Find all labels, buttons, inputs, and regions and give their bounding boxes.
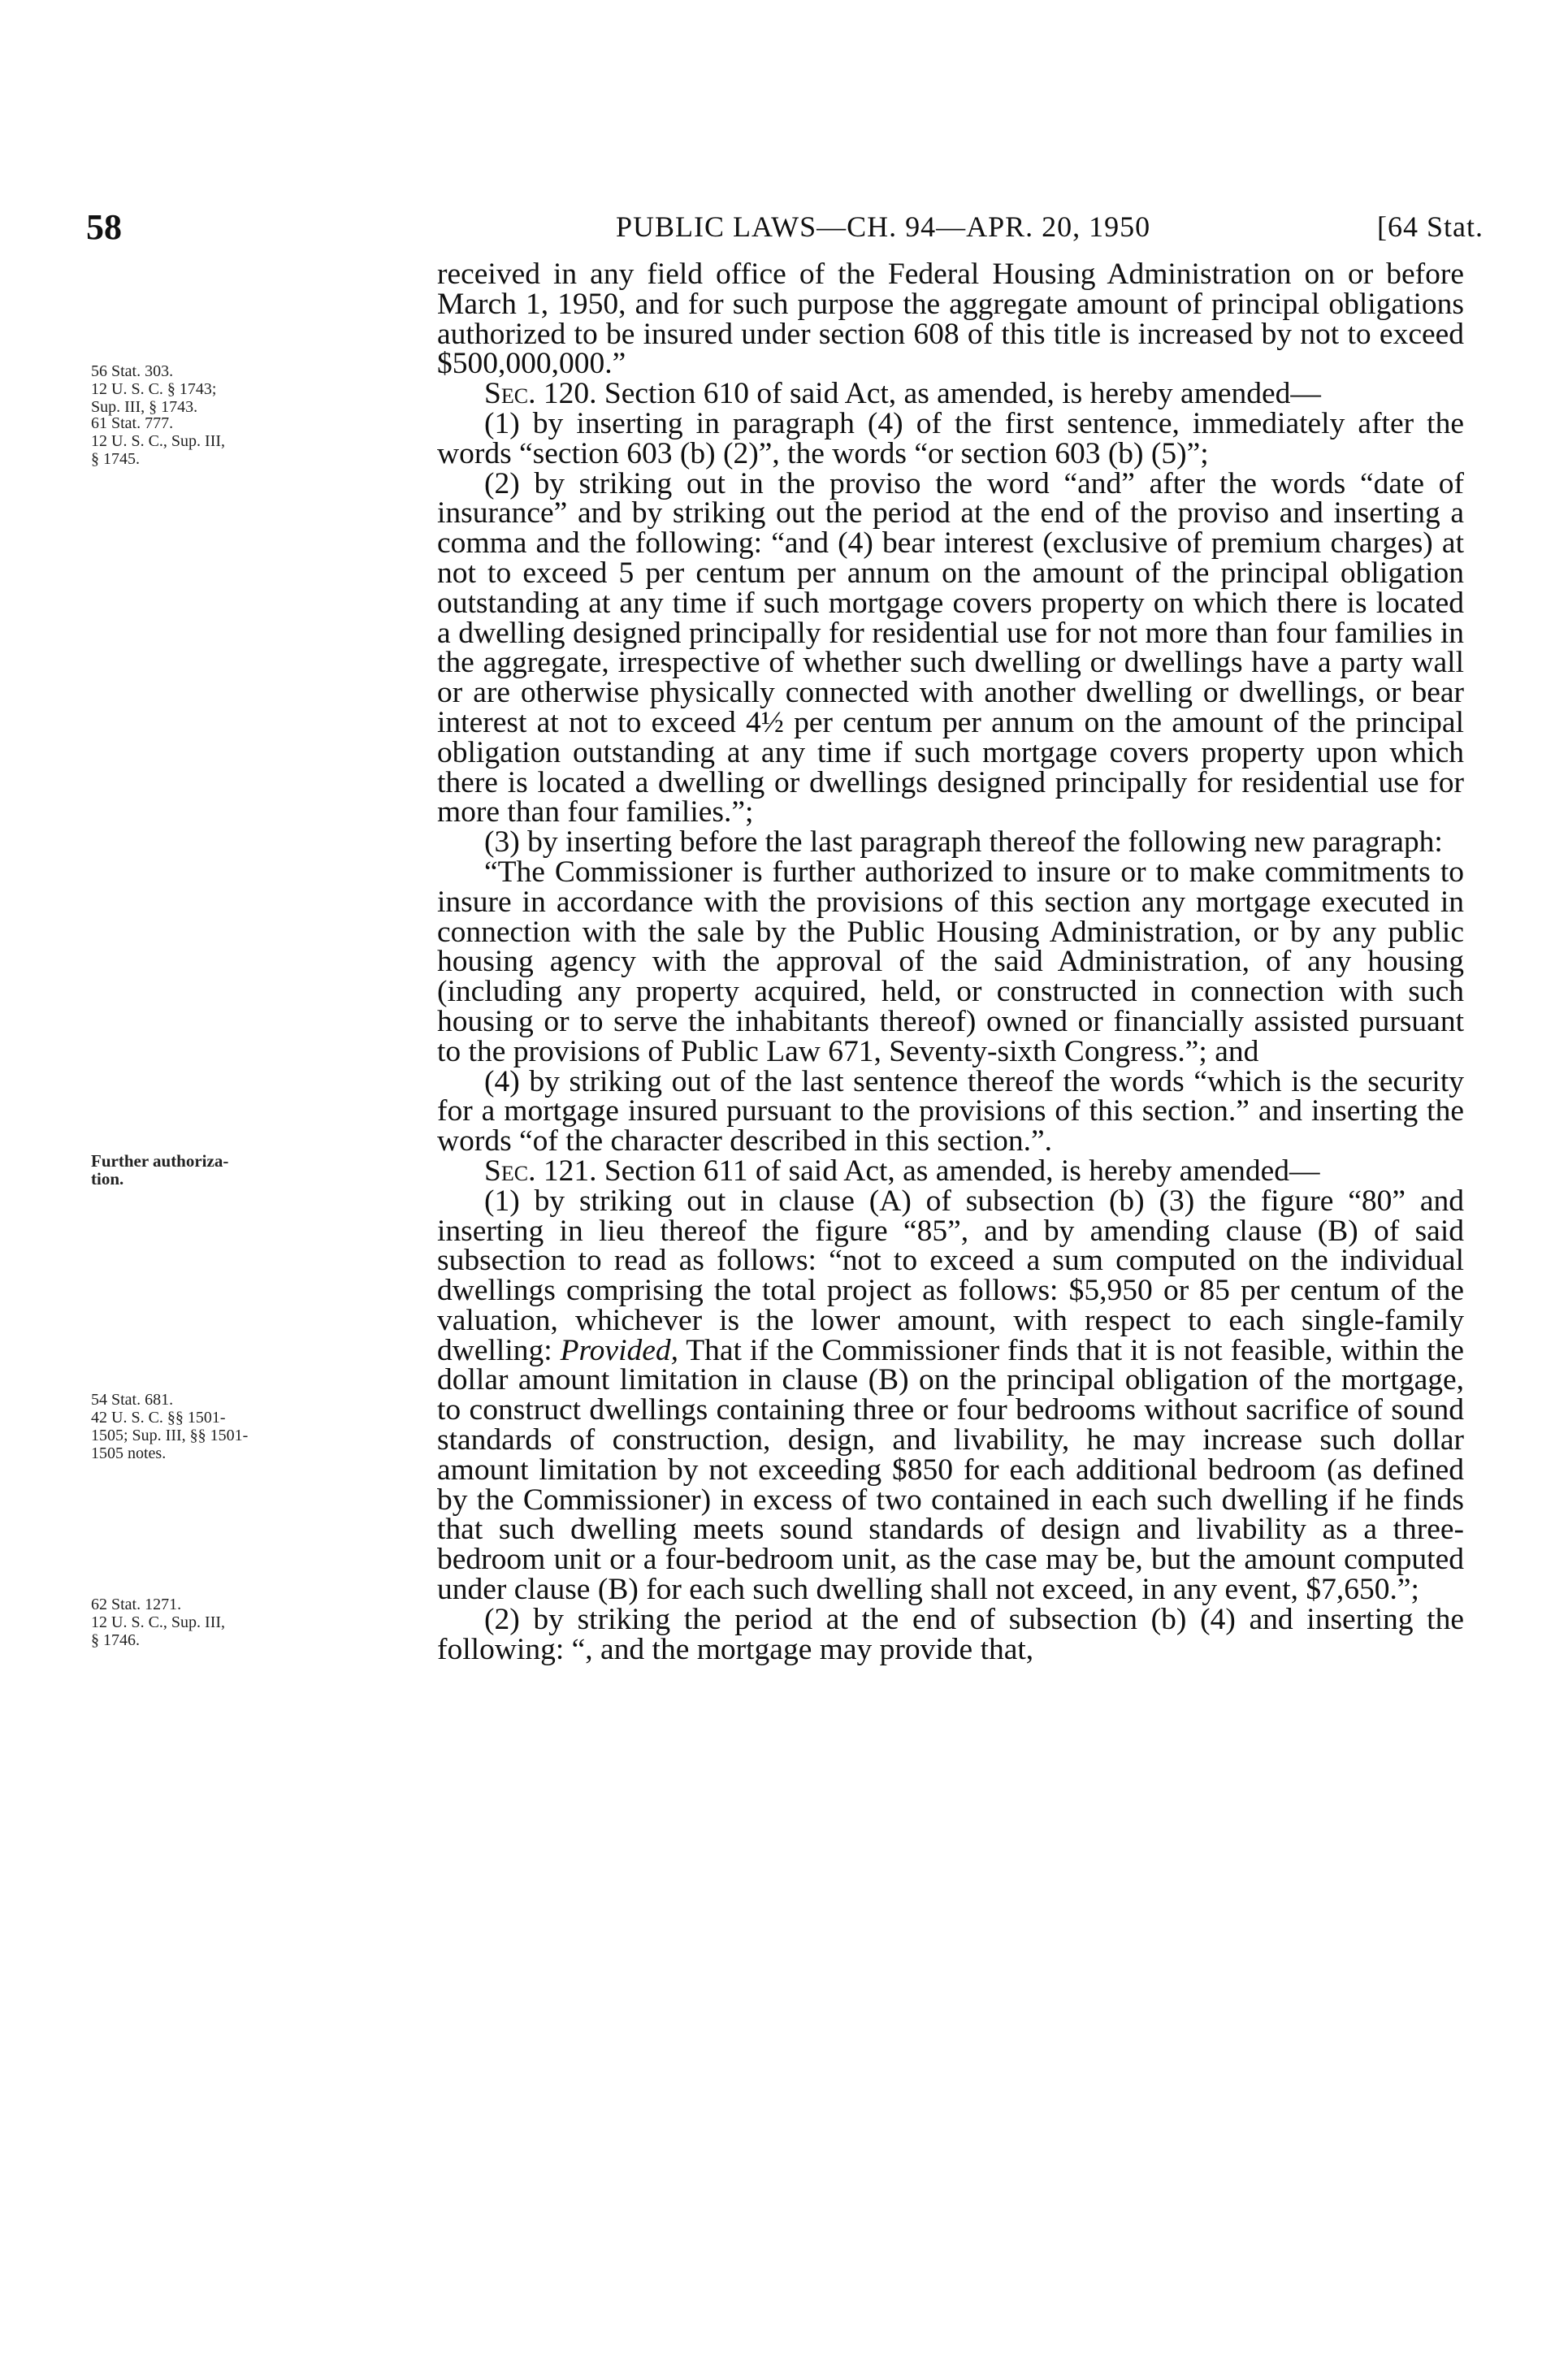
margin-line: 12 U. S. C. § 1743; <box>91 380 217 398</box>
statute-body <box>437 260 1464 1665</box>
margin-line: 1505 notes. <box>91 1444 167 1462</box>
section-120-clause-4: (4) by striking out of the last sentence thereof the words “which is the security for a mortgage insured pursuant to the provisions of this section.” and inserting the words “of the character described in this section.”. <box>437 1064 1464 1158</box>
section-120-clause-2: (2) by striking out in the proviso the word “and” after the words “date of insurance” and by striking out the period at the end of the proviso and inserting a comma and the following: “and (4) bear interest (exclusive of premium charges) at not to exceed 5 per centum per annum on the amount of the principal obligation outstanding at any time if such mortgage covers property on which there is located a dwelling designed principally for residential use for not more than four families in the aggregate, irrespective of whether such dwelling or dwellings have a party wall or are otherwise physically connected with another dwelling or dwellings, or bear interest at not to exceed 4½ per centum per annum on the amount of the principal obligation outstanding at any time if such mortgage covers property upon which there is located a dwelling or dwellings designed principally for residential use for more than four families.”; <box>437 466 1464 829</box>
margin-line: 61 Stat. 777. <box>91 414 174 432</box>
section-121-clause-1 <box>437 1184 1465 1607</box>
margin-line: 12 U. S. C., Sup. III, <box>91 1613 226 1631</box>
running-title: PUBLIC LAWS—CH. 94—APR. 20, 1950 <box>616 210 1151 243</box>
section-121-heading <box>437 1154 1464 1188</box>
section-120-heading <box>437 379 1464 409</box>
margin-line: § 1745. <box>91 450 140 468</box>
margin-line: Further authoriza- <box>91 1151 229 1171</box>
margin-note-further-authorization <box>91 1152 367 1188</box>
margin-line: 54 Stat. 681. <box>91 1391 174 1409</box>
section-120-quoted-paragraph: “The Commissioner is further authorized to insure or to make commitments to insure in accordance with the provisions of this section any mortgage executed in connection with the sale by the Public Housing Administration, or by any public housing agency with the approval of the said Administration, of any housing (including any property acquired, held, or constructed in connection with such housing or to serve the inhabitants thereof) owned or financially assisted pursuant to the provisions of Public Law 671, Seventy-sixth Congress.”; and <box>437 855 1464 1068</box>
margin-line: 56 Stat. 303. <box>91 362 174 380</box>
section-text: Section 610 of said Act, as amended, is hereby amended— <box>604 377 1321 411</box>
paragraph-continuation: received in any field office of the Federal Housing Administration on or before March 1, 1950, and for such purpose the aggregate amount of principal obligations authorized to be insured under section 608 of this title is increased by not to exceed $500,000,000.” <box>437 258 1464 381</box>
margin-line: 12 U. S. C., Sup. III, <box>91 432 226 450</box>
clause-text: (1) by striking out in clause (A) of subsection (b) (3) the figure “80” and inserting in lieu thereof the figure “85”, and by amending clause (B) of said subsection to read as follows: “not to exceed a sum computed on the individual dwellings comprising the total project as follows: $5,950 or 85 per centum of the valuation, whichever is the lower amount, with respect to each single-family dwelling: <box>437 1184 1464 1367</box>
volume-reference: [64 Stat. <box>1377 210 1484 243</box>
provided-term: Provided, <box>560 1333 679 1367</box>
page-header <box>86 206 1484 247</box>
margin-citation-4 <box>91 1596 367 1649</box>
section-label: Sec. 120. <box>484 377 597 411</box>
clause-text: That if the Commissioner finds that it is not feasible, within the dollar amount limitation in clause (B) on the principal obligation of the mortgage, to construct dwellings containing three or four bedrooms without sacrifice of sound standards of construction, design, and livability, he may increase such dollar amount limitation by not exceeding $850 for each additional bedroom (as defined by the Commissioner) in excess of two contained in each such dwelling if he finds that such dwelling meets sound standards of design and livability as a three-bedroom unit or a four-bedroom unit, as the case may be, but the amount computed under clause (B) for each such dwelling shall not exceed, in any event, $7,650.”; <box>437 1333 1465 1607</box>
margin-line: 62 Stat. 1271. <box>91 1596 182 1613</box>
margin-line: 1505; Sup. III, §§ 1501- <box>91 1427 249 1444</box>
margin-citation-2 <box>91 414 367 468</box>
section-121-clause-2: (2) by striking the period at the end of subsection (b) (4) and inserting the following: “, and the mortgage may provide that, <box>437 1602 1464 1666</box>
section-text: Section 611 of said Act, as amended, is hereby amended— <box>604 1154 1320 1188</box>
section-120-clause-3: (3) by inserting before the last paragraph thereof the following new paragraph: <box>484 825 1443 860</box>
section-120-clause-1: (1) by inserting in paragraph (4) of the first sentence, immediately after the words “section 603 (b) (2)”, the words “or section 603 (b) (5)”; <box>437 406 1464 470</box>
margin-citation-3 <box>91 1391 367 1462</box>
margin-line: tion. <box>91 1169 124 1189</box>
margin-citation-1 <box>91 362 367 416</box>
page-number: 58 <box>86 207 122 247</box>
margin-line: Sup. III, § 1743. <box>91 398 198 416</box>
margin-line: § 1746. <box>91 1631 140 1649</box>
section-label: Sec. 121. <box>484 1154 597 1188</box>
margin-line: 42 U. S. C. §§ 1501- <box>91 1409 226 1427</box>
